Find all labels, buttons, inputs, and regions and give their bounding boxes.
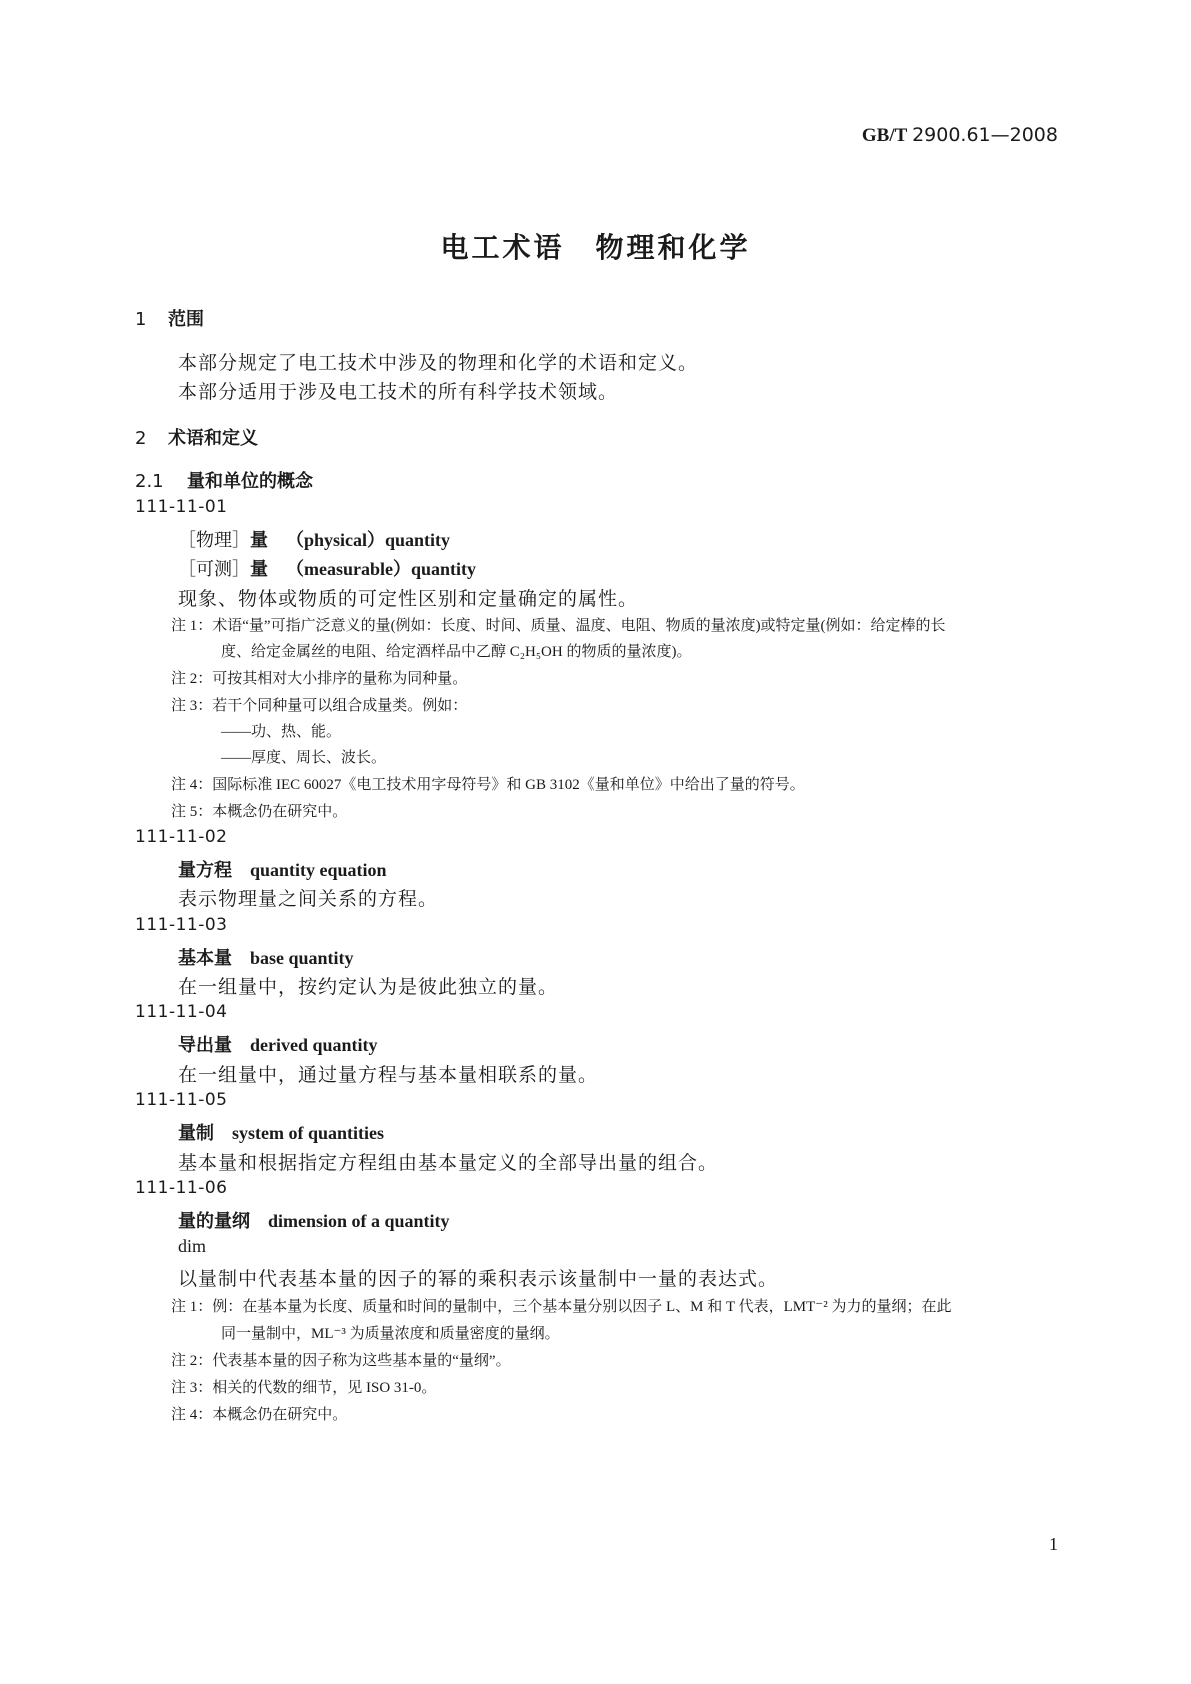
term-chinese: 导出量 <box>178 1035 232 1056</box>
section-title: 范围 <box>168 309 204 330</box>
scope-paragraph-2: 本部分适用于涉及电工技术的所有科学技术领域。 <box>178 382 619 403</box>
section-heading-terms <box>135 424 258 450</box>
term-english: （physical）quantity <box>286 530 451 550</box>
scope-paragraph-1: 本部分规定了电工技术中涉及的物理和化学的术语和定义。 <box>178 353 699 374</box>
term-chinese: 量 <box>250 559 268 580</box>
note: 注 5：本概念仍在研究中。 <box>171 804 348 820</box>
standard-prefix: GB/T <box>861 125 908 146</box>
note: 注 2：代表基本量的因子称为这些基本量的“量纲”。 <box>171 1353 511 1369</box>
term-definition: 现象、物体或物质的可定性区别和定量确定的属性。 <box>178 589 639 610</box>
entry-number: 111-11-01 <box>135 497 228 517</box>
subsection-number: 2.1 <box>135 471 164 492</box>
note-continuation: 度、给定金属丝的电阻、给定酒样品中乙醇 C₂H₅OH 的物质的量浓度)。 <box>221 644 692 660</box>
section-heading-scope <box>135 305 204 331</box>
note: 注 3：若干个同种量可以组合成量类。例如： <box>171 698 468 714</box>
term-english: quantity equation <box>250 860 387 880</box>
subsection-title: 量和单位的概念 <box>187 471 313 492</box>
term-definition: 以量制中代表基本量的因子的幂的乘积表示该量制中一量的表达式。 <box>178 1269 779 1290</box>
note-continuation: 同一量制中，ML⁻³ 为质量浓度和质量密度的量纲。 <box>221 1326 560 1342</box>
term-chinese: 量制 <box>178 1123 214 1144</box>
note: 注 1：术语“量”可指广泛意义的量(例如：长度、时间、质量、温度、电阻、物质的量浓度)或特定量(例如：给定棒的长 <box>171 618 946 634</box>
subsection-heading <box>135 467 313 493</box>
standard-number: 2900.61—2008 <box>912 124 1058 146</box>
term-definition: 在一组量中，按约定认为是彼此独立的量。 <box>178 977 559 998</box>
note-list-item: ——功、热、能。 <box>221 724 342 740</box>
term-english: dimension of a quantity <box>268 1211 450 1231</box>
note: 注 3：相关的代数的细节，见 ISO 31-0。 <box>171 1380 437 1396</box>
term-line <box>178 526 450 552</box>
entry-number: 111-11-06 <box>135 1178 228 1198</box>
note: 注 2：可按其相对大小排序的量称为同种量。 <box>171 671 468 687</box>
term-symbol: dim <box>178 1236 207 1256</box>
term-chinese: 基本量 <box>178 948 232 969</box>
document-title: 电工术语 物理和化学 <box>440 231 751 264</box>
entry-number: 111-11-03 <box>135 915 228 935</box>
standard-code <box>862 124 1058 147</box>
term-definition: 表示物理量之间关系的方程。 <box>178 889 439 910</box>
term-line <box>178 944 354 970</box>
note-list-item: ——厚度、周长、波长。 <box>221 750 387 766</box>
term-line <box>178 555 476 581</box>
note: 注 4：国际标准 IEC 60027《电工技术用字母符号》和 GB 3102《量和单位》中给出了量的符号。 <box>171 777 805 793</box>
section-title: 术语和定义 <box>168 428 258 449</box>
term-chinese: 量的量纲 <box>178 1211 250 1232</box>
term-english: （measurable）quantity <box>286 559 477 579</box>
entry-number: 111-11-04 <box>135 1002 228 1022</box>
page-number: 1 <box>1049 1534 1058 1554</box>
entry-number: 111-11-02 <box>135 827 228 847</box>
term-definition: 在一组量中，通过量方程与基本量相联系的量。 <box>178 1065 599 1086</box>
entry-number: 111-11-05 <box>135 1090 228 1110</box>
note: 注 4：本概念仍在研究中。 <box>171 1407 348 1423</box>
term-line <box>178 1119 384 1145</box>
term-line <box>178 1031 378 1057</box>
term-english: derived quantity <box>250 1035 378 1055</box>
term-line <box>178 856 387 882</box>
term-optional-part: ［物理］ <box>178 530 250 551</box>
note: 注 1：例：在基本量为长度、质量和时间的量制中，三个基本量分别以因子 L、M 和 T 代表，LMT⁻² 为力的量纲；在此 <box>171 1299 952 1315</box>
section-number: 2 <box>135 428 147 449</box>
term-line <box>178 1207 450 1233</box>
term-definition: 基本量和根据指定方程组由基本量定义的全部导出量的组合。 <box>178 1153 719 1174</box>
term-chinese: 量方程 <box>178 860 232 881</box>
term-optional-part: ［可测］ <box>178 559 250 580</box>
term-chinese: 量 <box>250 530 268 551</box>
term-english: base quantity <box>250 948 354 968</box>
section-number: 1 <box>135 309 147 330</box>
term-english: system of quantities <box>232 1123 384 1143</box>
